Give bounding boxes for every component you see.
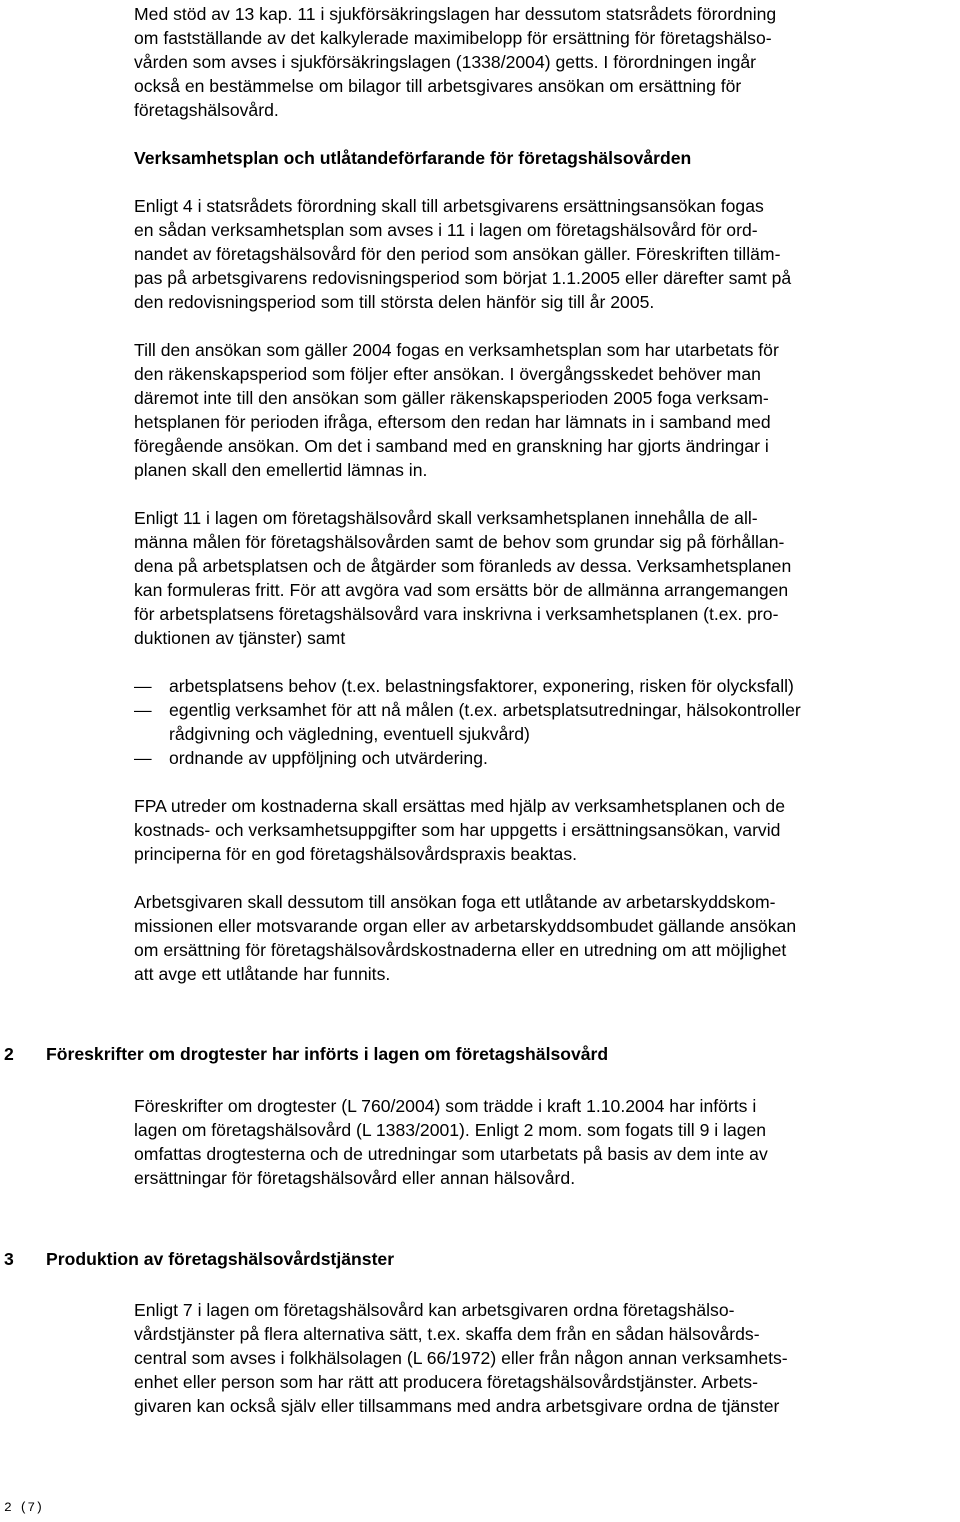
text-line: om fastställande av det kalkylerade maximibelopp för ersättning för företagshälso- — [134, 28, 772, 48]
text-line: missionen eller motsvarande organ eller av arbetarskyddsombudet gällande ansökan — [134, 916, 797, 936]
dash-bullet: — — [134, 748, 152, 768]
text-line: Till den ansökan som gäller 2004 fogas en verksamhetsplan som har utarbetats för — [134, 340, 779, 360]
text-line: hetsplanen för perioden ifråga, eftersom den redan har lämnats in i samband med — [134, 412, 771, 432]
paragraph-fpa — [134, 794, 954, 866]
dash-bullet: — — [134, 700, 152, 720]
page-number: 2 (7) — [4, 1500, 44, 1515]
paragraph-verksamhetsplan — [134, 194, 954, 314]
text-line: vården som avses i sjukförsäkringslagen (1338/2004) getts. I förordningen ingår — [134, 52, 756, 72]
text-line: FPA utreder om kostnaderna skall ersättas med hjälp av verksamhetsplanen och de — [134, 796, 785, 816]
text-line: principerna för en god företagshälsovårdspraxis beaktas. — [134, 844, 578, 864]
text-line: männa målen för företagshälsovården samt de behov som grundar sig på förhållan- — [134, 532, 785, 552]
dash-bullet: — — [134, 676, 152, 696]
text-line: nandet av företagshälsovård för den period som ansökan gäller. Föreskriften tilläm- — [134, 244, 781, 264]
text-line: central som avses i folkhälsolagen (L 66/1972) eller från någon annan verksamhets- — [134, 1348, 788, 1368]
text-line: företagshälsovård. — [134, 100, 279, 120]
intro-paragraph — [134, 2, 954, 122]
paragraph-utlatande — [134, 890, 954, 986]
text-line: omfattas drogtesterna och de utredningar som utarbetats på basis av dem inte av — [134, 1144, 768, 1164]
text-line: föregående ansökan. Om det i samband med en granskning har gjorts ändringar i — [134, 436, 769, 456]
text-line: att avge ett utlåtande har funnits. — [134, 964, 391, 984]
text-line: Föreskrifter om drogtester (L 760/2004) som trädde i kraft 1.10.2004 har införts i — [134, 1096, 757, 1116]
text-line: vårdstjänster på flera alternativa sätt, t.ex. skaffa dem från en sådan hälsovårds- — [134, 1324, 760, 1344]
text-line: för arbetsplatsens företagshälsovård vara inskrivna i verksamhetsplanen (t.ex. pro- — [134, 604, 779, 624]
section-2-body — [134, 1094, 954, 1190]
text-line: Enligt 11 i lagen om företagshälsovård skall verksamhetsplanen innehålla de all- — [134, 508, 758, 528]
text-line: ordnande av uppföljning och utvärdering. — [169, 748, 488, 768]
text-line: ersättningar för företagshälsovård eller annan hälsovård. — [134, 1168, 576, 1188]
text-line: lagen om företagshälsovård (L 1383/2001). Enligt 2 mom. som fogats till 9 i lagen — [134, 1120, 767, 1140]
section-3-body — [134, 1298, 954, 1418]
paragraph-2004-ansokan — [134, 338, 954, 482]
text-line: enhet eller person som har rätt att producera företagshälsovårdstjänster. Arbets- — [134, 1372, 758, 1392]
text-line: däremot inte till den ansökan som gäller räkenskapsperioden 2005 foga verksam- — [134, 388, 769, 408]
text-line: Enligt 7 i lagen om företagshälsovård kan arbetsgivaren ordna företagshälso- — [134, 1300, 735, 1320]
text-line: givaren kan också själv eller tillsammans med andra arbetsgivare ordna de tjänster — [134, 1396, 780, 1416]
section-2-number: 2 — [4, 1044, 14, 1064]
text-line: kan formuleras fritt. För att avgöra vad som ersätts bör de allmänna arrangemangen — [134, 580, 789, 600]
text-line: Enligt 4 i statsrådets förordning skall till arbetsgivarens ersättningsansökan fogas — [134, 196, 764, 216]
list-item — [134, 746, 954, 770]
text-line: den räkenskapsperiod som följer efter ansökan. I övergångsskedet behöver man — [134, 364, 761, 384]
text-line: Med stöd av 13 kap. 11 i sjukförsäkringslagen har dessutom statsrådets förordning — [134, 4, 777, 24]
text-line: duktionen av tjänster) samt — [134, 628, 346, 648]
text-line: rådgivning och vägledning, eventuell sjukvård) — [169, 724, 530, 744]
list-item — [134, 674, 954, 698]
text-line: arbetsplatsens behov (t.ex. belastningsfaktorer, exponering, risken för olycksfall) — [169, 676, 794, 696]
text-line: egentlig verksamhet för att nå målen (t.ex. arbetsplatsutredningar, hälsokontroller — [169, 700, 801, 720]
list-item — [134, 698, 954, 746]
section-3-number: 3 — [4, 1249, 14, 1269]
dash-list — [134, 674, 954, 770]
text-line: planen skall den emellertid lämnas in. — [134, 460, 428, 480]
section-2-title: Föreskrifter om drogtester har införts i lagen om företagshälsovård — [46, 1044, 609, 1064]
text-line: dena på arbetsplatsen och de åtgärder som föranleds av dessa. Verksamhetsplanen — [134, 556, 792, 576]
section-3-title: Produktion av företagshälsovårdstjänster — [46, 1249, 395, 1269]
text-line: också en bestämmelse om bilagor till arbetsgivares ansökan om ersättning för — [134, 76, 742, 96]
text-line: en sådan verksamhetsplan som avses i 11 i lagen om företagshälsovård för ord- — [134, 220, 758, 240]
text-line: om ersättning för företagshälsovårdskostnaderna eller en utredning om att möjlighet — [134, 940, 787, 960]
paragraph-innehall — [134, 506, 954, 650]
text-line: Arbetsgivaren skall dessutom till ansökan foga ett utlåtande av arbetarskyddskom- — [134, 892, 776, 912]
text-line: den redovisningsperiod som till största delen hänför sig till år 2005. — [134, 292, 655, 312]
text-line: kostnads- och verksamhetsuppgifter som har uppgetts i ersättningsansökan, varvid — [134, 820, 781, 840]
text-line: pas på arbetsgivarens redovisningsperiod som börjat 1.1.2005 eller därefter samt på — [134, 268, 792, 288]
subsection-heading: Verksamhetsplan och utlåtandeförfarande för företagshälsovården — [134, 148, 692, 168]
